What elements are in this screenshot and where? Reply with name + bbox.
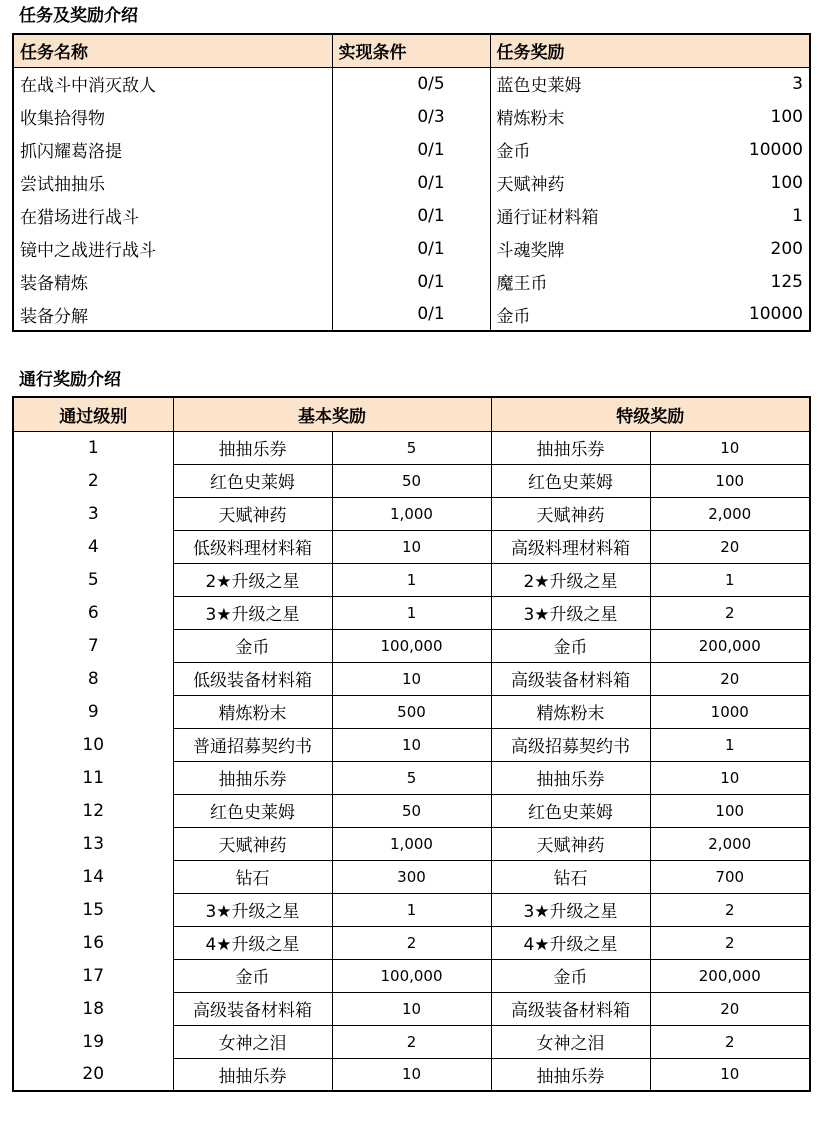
pass-level-row (13, 1058, 810, 1091)
premium-reward-qty: 20 (650, 530, 810, 563)
basic-reward-item: 2★升级之星 (173, 563, 332, 596)
premium-reward-item: 4★升级之星 (491, 926, 650, 959)
mission-name: 装备精炼 (13, 265, 332, 298)
pass-level: 20 (13, 1058, 173, 1091)
pass-level: 8 (13, 662, 173, 695)
basic-reward-qty: 10 (332, 1058, 491, 1091)
pass-level: 19 (13, 1025, 173, 1058)
mission-reward-item: 蓝色史莱姆 (490, 67, 700, 100)
pass-level-row (13, 860, 810, 893)
pass-level-row (13, 695, 810, 728)
basic-reward-qty: 10 (332, 530, 491, 563)
premium-reward-item: 抽抽乐券 (491, 761, 650, 794)
mission-name: 收集拾得物 (13, 100, 332, 133)
basic-reward-item: 女神之泪 (173, 1025, 332, 1058)
basic-reward-qty: 10 (332, 728, 491, 761)
basic-reward-qty: 10 (332, 662, 491, 695)
premium-reward-item: 3★升级之星 (491, 596, 650, 629)
pass-level-row (13, 761, 810, 794)
basic-reward-qty: 2 (332, 926, 491, 959)
mission-reward-amount: 100 (700, 100, 810, 133)
premium-reward-item: 天赋神药 (491, 497, 650, 530)
basic-reward-item: 低级装备材料箱 (173, 662, 332, 695)
mission-reward-item: 天赋神药 (490, 166, 700, 199)
basic-reward-qty: 1 (332, 596, 491, 629)
section-title-pass-rewards: 通行奖励介绍 (19, 370, 121, 390)
pass-level: 11 (13, 761, 173, 794)
mission-condition: 0/1 (332, 133, 490, 166)
pass-level-row (13, 497, 810, 530)
basic-reward-qty: 100,000 (332, 629, 491, 662)
missions-header-row (13, 34, 810, 67)
basic-reward-qty: 50 (332, 794, 491, 827)
mission-reward-amount: 10000 (700, 298, 810, 331)
missions-table (12, 33, 811, 332)
pass-level: 16 (13, 926, 173, 959)
pass-level: 1 (13, 431, 173, 464)
mission-reward-item: 魔王币 (490, 265, 700, 298)
pass-level: 4 (13, 530, 173, 563)
mission-reward-item: 金币 (490, 133, 700, 166)
premium-reward-qty: 2 (650, 596, 810, 629)
mission-reward-item: 金币 (490, 298, 700, 331)
premium-reward-item: 天赋神药 (491, 827, 650, 860)
pass-level: 14 (13, 860, 173, 893)
premium-reward-qty: 700 (650, 860, 810, 893)
premium-reward-item: 抽抽乐券 (491, 1058, 650, 1091)
mission-reward-item: 通行证材料箱 (490, 199, 700, 232)
pass-level-row (13, 662, 810, 695)
pass-level-row (13, 530, 810, 563)
premium-reward-item: 高级装备材料箱 (491, 992, 650, 1025)
mission-condition: 0/1 (332, 265, 490, 298)
premium-reward-item: 3★升级之星 (491, 893, 650, 926)
pass-level-row (13, 464, 810, 497)
mission-row (13, 232, 810, 265)
mission-condition: 0/1 (332, 232, 490, 265)
pass-level-row (13, 1025, 810, 1058)
pass-level: 18 (13, 992, 173, 1025)
pass-level: 17 (13, 959, 173, 992)
mission-condition: 0/3 (332, 100, 490, 133)
pass-level-row (13, 992, 810, 1025)
basic-reward-qty: 100,000 (332, 959, 491, 992)
basic-reward-qty: 1 (332, 563, 491, 596)
basic-reward-qty: 5 (332, 431, 491, 464)
premium-reward-item: 高级招募契约书 (491, 728, 650, 761)
premium-reward-item: 金币 (491, 629, 650, 662)
pass-rewards-table (12, 396, 811, 1092)
premium-reward-item: 金币 (491, 959, 650, 992)
mission-name: 尝试抽抽乐 (13, 166, 332, 199)
premium-reward-item: 女神之泪 (491, 1025, 650, 1058)
basic-reward-item: 金币 (173, 629, 332, 662)
mission-name: 抓闪耀葛洛提 (13, 133, 332, 166)
premium-reward-item: 红色史莱姆 (491, 794, 650, 827)
premium-reward-qty: 100 (650, 464, 810, 497)
mission-row (13, 100, 810, 133)
premium-reward-qty: 1 (650, 563, 810, 596)
premium-reward-qty: 1 (650, 728, 810, 761)
pass-level-row (13, 563, 810, 596)
basic-reward-item: 抽抽乐券 (173, 1058, 332, 1091)
basic-reward-item: 高级装备材料箱 (173, 992, 332, 1025)
pass-level: 7 (13, 629, 173, 662)
premium-reward-qty: 10 (650, 431, 810, 464)
basic-reward-item: 天赋神药 (173, 497, 332, 530)
pass-level: 2 (13, 464, 173, 497)
mission-reward-amount: 200 (700, 232, 810, 265)
pass-level: 5 (13, 563, 173, 596)
mission-reward-item: 斗魂奖牌 (490, 232, 700, 265)
basic-reward-item: 低级料理材料箱 (173, 530, 332, 563)
basic-reward-qty: 1 (332, 893, 491, 926)
basic-reward-qty: 500 (332, 695, 491, 728)
premium-reward-qty: 2 (650, 893, 810, 926)
premium-reward-qty: 10 (650, 761, 810, 794)
pass-level-row (13, 596, 810, 629)
premium-reward-item: 高级料理材料箱 (491, 530, 650, 563)
pass-level: 6 (13, 596, 173, 629)
basic-reward-item: 天赋神药 (173, 827, 332, 860)
mission-row (13, 298, 810, 331)
basic-reward-qty: 10 (332, 992, 491, 1025)
mission-row (13, 199, 810, 232)
mission-row (13, 133, 810, 166)
mission-name: 在战斗中消灭敌人 (13, 67, 332, 100)
premium-reward-qty: 200,000 (650, 629, 810, 662)
header-mission-name: 任务名称 (13, 34, 332, 67)
mission-reward-amount: 3 (700, 67, 810, 100)
pass-level-row (13, 728, 810, 761)
premium-reward-qty: 2,000 (650, 497, 810, 530)
basic-reward-item: 抽抽乐券 (173, 761, 332, 794)
mission-reward-amount: 1 (700, 199, 810, 232)
pass-level-row (13, 629, 810, 662)
header-premium-reward: 特级奖励 (491, 397, 810, 431)
mission-name: 在猎场进行战斗 (13, 199, 332, 232)
pass-level: 3 (13, 497, 173, 530)
mission-name: 镜中之战进行战斗 (13, 232, 332, 265)
header-level: 通过级别 (13, 397, 173, 431)
basic-reward-item: 红色史莱姆 (173, 794, 332, 827)
pass-level-row (13, 893, 810, 926)
premium-reward-item: 红色史莱姆 (491, 464, 650, 497)
premium-reward-qty: 100 (650, 794, 810, 827)
mission-reward-amount: 125 (700, 265, 810, 298)
mission-row (13, 166, 810, 199)
premium-reward-item: 精炼粉末 (491, 695, 650, 728)
pass-level-row (13, 959, 810, 992)
pass-level: 10 (13, 728, 173, 761)
premium-reward-item: 2★升级之星 (491, 563, 650, 596)
basic-reward-item: 抽抽乐券 (173, 431, 332, 464)
mission-condition: 0/1 (332, 166, 490, 199)
premium-reward-qty: 10 (650, 1058, 810, 1091)
mission-reward-item: 精炼粉末 (490, 100, 700, 133)
pass-level: 12 (13, 794, 173, 827)
mission-reward-amount: 10000 (700, 133, 810, 166)
basic-reward-item: 精炼粉末 (173, 695, 332, 728)
mission-condition: 0/1 (332, 199, 490, 232)
premium-reward-qty: 200,000 (650, 959, 810, 992)
mission-row (13, 265, 810, 298)
pass-level: 15 (13, 893, 173, 926)
header-reward: 任务奖励 (490, 34, 810, 67)
mission-reward-amount: 100 (700, 166, 810, 199)
basic-reward-item: 4★升级之星 (173, 926, 332, 959)
pass-level-row (13, 827, 810, 860)
premium-reward-qty: 20 (650, 992, 810, 1025)
basic-reward-qty: 1,000 (332, 827, 491, 860)
basic-reward-qty: 300 (332, 860, 491, 893)
basic-reward-item: 普通招募契约书 (173, 728, 332, 761)
pass-level: 9 (13, 695, 173, 728)
premium-reward-qty: 20 (650, 662, 810, 695)
header-condition: 实现条件 (332, 34, 490, 67)
premium-reward-item: 钻石 (491, 860, 650, 893)
basic-reward-qty: 1,000 (332, 497, 491, 530)
header-basic-reward: 基本奖励 (173, 397, 491, 431)
pass-header-row (13, 397, 810, 431)
section-title-missions: 任务及奖励介绍 (19, 6, 138, 26)
premium-reward-qty: 1000 (650, 695, 810, 728)
pass-level-row (13, 794, 810, 827)
basic-reward-qty: 50 (332, 464, 491, 497)
pass-level-row (13, 926, 810, 959)
basic-reward-item: 3★升级之星 (173, 596, 332, 629)
premium-reward-item: 高级装备材料箱 (491, 662, 650, 695)
premium-reward-qty: 2,000 (650, 827, 810, 860)
premium-reward-qty: 2 (650, 926, 810, 959)
premium-reward-qty: 2 (650, 1025, 810, 1058)
pass-level-row (13, 431, 810, 464)
premium-reward-item: 抽抽乐券 (491, 431, 650, 464)
basic-reward-item: 金币 (173, 959, 332, 992)
basic-reward-item: 钻石 (173, 860, 332, 893)
pass-level: 13 (13, 827, 173, 860)
basic-reward-item: 红色史莱姆 (173, 464, 332, 497)
basic-reward-qty: 2 (332, 1025, 491, 1058)
mission-name: 装备分解 (13, 298, 332, 331)
mission-condition: 0/5 (332, 67, 490, 100)
mission-row (13, 67, 810, 100)
basic-reward-item: 3★升级之星 (173, 893, 332, 926)
mission-condition: 0/1 (332, 298, 490, 331)
basic-reward-qty: 5 (332, 761, 491, 794)
